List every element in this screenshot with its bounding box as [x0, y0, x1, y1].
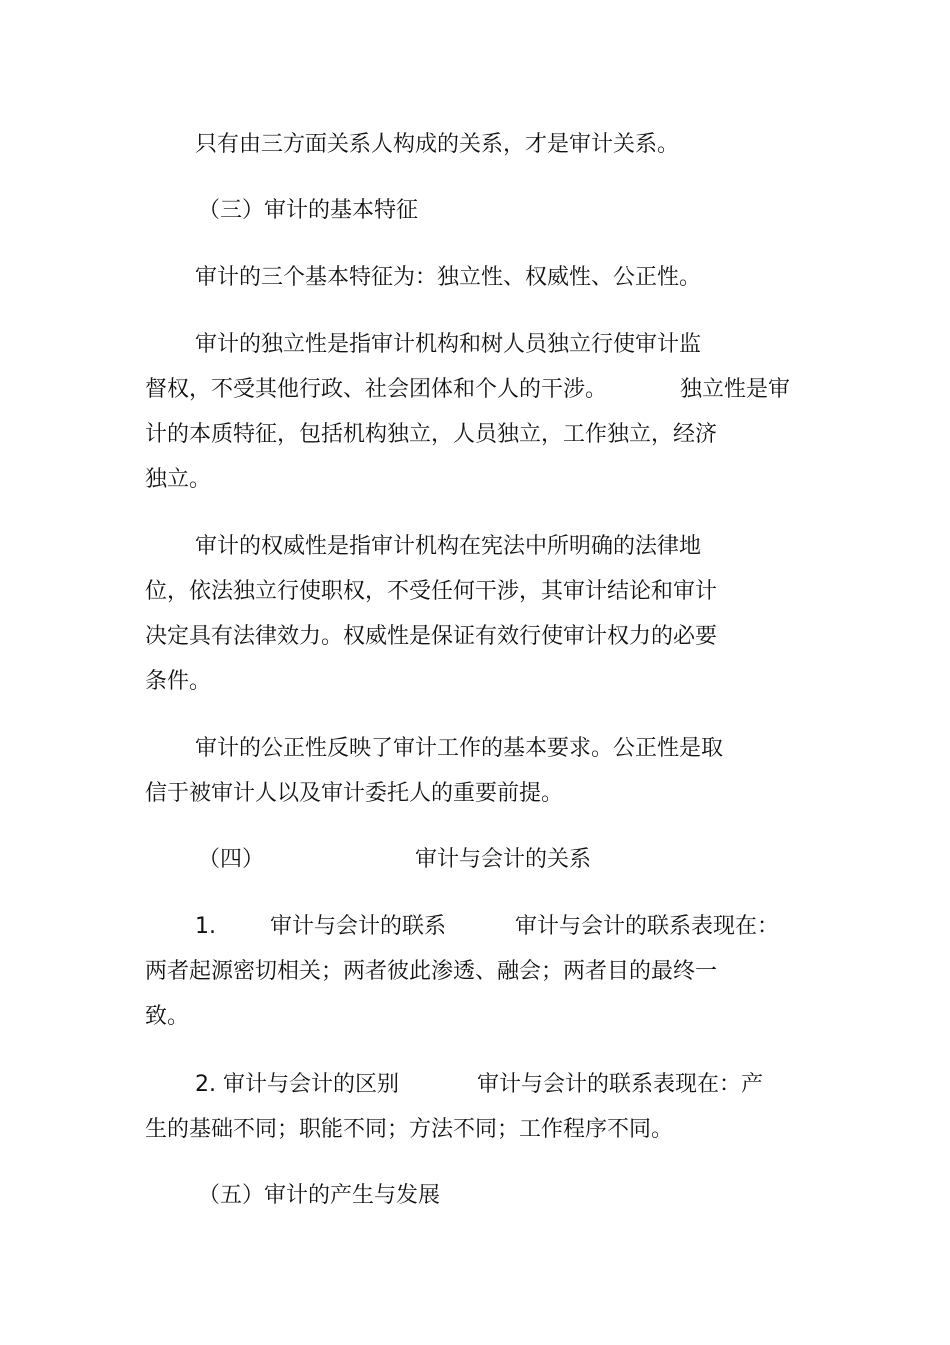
text-line: 审计的公正性反映了审计工作的基本要求。公正性是取 [195, 736, 724, 761]
text-line: 致。 [145, 1004, 190, 1029]
text-line: 审计的权威性是指审计机构在宪法中所明确的法律地 [195, 534, 702, 559]
text-line: 两者起源密切相关；两者彼此渗透、融会；两者目的最终一 [145, 959, 718, 984]
text-line: 位，依法独立行使职权，不受任何干涉，其审计结论和审计 [145, 579, 718, 604]
list-number: 1. [195, 914, 216, 939]
text-line: 决定具有法律效力。权威性是保证有效行使审计权力的必要 [145, 624, 718, 649]
text-line: 条件。 [145, 669, 212, 694]
text-line: 审计的三个基本特征为：独立性、权威性、公正性。 [195, 265, 702, 290]
text-line: 审计与会计的联系表现在：产 [477, 1072, 764, 1097]
subheading: 2. 审计与会计的区别 [195, 1072, 399, 1097]
text-line: 信于被审计人以及审计委托人的重要前提。 [145, 781, 564, 806]
text-line: 独立。 [145, 467, 212, 492]
text-line: 独立性是审 [680, 377, 791, 402]
section-heading-number: （四） [198, 847, 265, 872]
text-line: 督权，不受其他行政、社会团体和个人的干涉。 [145, 377, 608, 402]
section-heading: （三）审计的基本特征 [198, 198, 419, 223]
subheading: 审计与会计的联系 [270, 914, 447, 939]
text-line: 计的本质特征，包括机构独立，人员独立，工作独立，经济 [145, 422, 718, 447]
text-line: 审计的独立性是指审计机构和树人员独立行使审计监 [195, 332, 702, 357]
section-heading: 审计与会计的关系 [415, 847, 592, 872]
section-heading: （五）审计的产生与发展 [198, 1183, 441, 1208]
text-line: 只有由三方面关系人构成的关系，才是审计关系。 [195, 132, 680, 157]
text-line: 生的基础不同；职能不同；方法不同；工作程序不同。 [145, 1117, 674, 1142]
text-line: 审计与会计的联系表现在： [515, 914, 780, 939]
